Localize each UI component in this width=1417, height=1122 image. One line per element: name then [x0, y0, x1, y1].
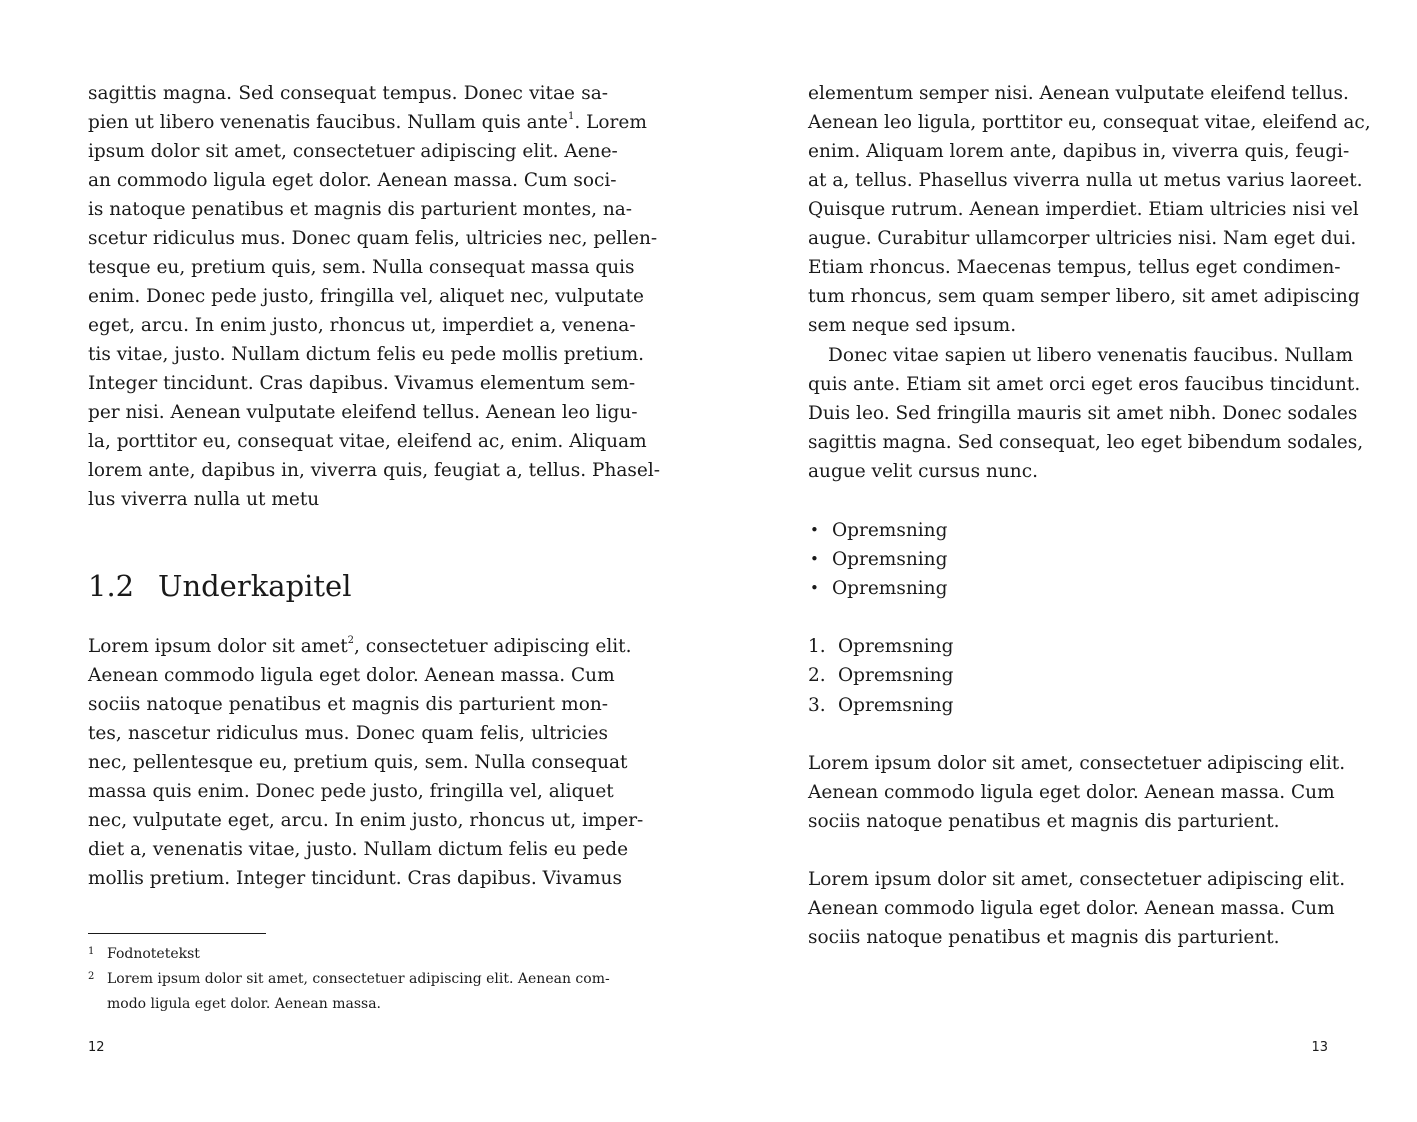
- text-line: enim. Aliquam lorem ante, dapibus in, viverra quis, feugi-: [808, 141, 1350, 162]
- text-line: Duis leo. Sed fringilla mauris sit amet nibh. Donec sodales: [808, 403, 1358, 424]
- text-line: ipsum dolor sit amet, consectetuer adipiscing elit. Aene-: [88, 141, 618, 162]
- text-line: nec, pellentesque eu, pretium quis, sem. Nulla consequat: [88, 752, 628, 773]
- text-line: la, porttitor eu, consequat vitae, eleifend ac, enim. Aliquam: [88, 431, 647, 452]
- text-line: tes, nascetur ridiculus mus. Donec quam felis, ultricies: [88, 723, 608, 744]
- list-item: [808, 691, 1328, 720]
- text-line: massa quis enim. Donec pede justo, fringilla vel, aliquet: [88, 781, 614, 802]
- text-line: sociis natoque penatibus et magnis dis parturient.: [808, 811, 1280, 832]
- footnote-mark: 2: [88, 971, 95, 982]
- text-line: eget, arcu. In enim justo, rhoncus ut, imperdiet a, venena-: [88, 315, 636, 336]
- page-number: 12: [88, 1040, 105, 1055]
- footnote-reference[interactable]: 1: [568, 110, 575, 122]
- footnote-divider: [88, 933, 266, 934]
- section-heading: [88, 567, 352, 605]
- text-line: lorem ante, dapibus in, viverra quis, feugiat a, tellus. Phasel-: [88, 460, 661, 481]
- list-item-text: Opremsning: [838, 636, 954, 657]
- text-line: enim. Donec pede justo, fringilla vel, aliquet nec, vulputate: [88, 286, 644, 307]
- list-item-text: Opremsning: [832, 520, 948, 541]
- list-item: [808, 516, 1328, 545]
- list-number: 3.: [808, 695, 826, 716]
- footnote: [88, 967, 608, 992]
- text-line: augue velit cursus nunc.: [808, 461, 1038, 482]
- text-line: Aenean leo ligula, porttitor eu, consequat vitae, eleifend ac,: [808, 112, 1371, 133]
- text-span: Lorem ipsum dolor sit amet: [88, 636, 348, 657]
- text-line: Quisque rutrum. Aenean imperdiet. Etiam ultricies nisi vel: [808, 199, 1359, 220]
- list-item: [808, 632, 1328, 661]
- text-line: sem neque sed ipsum.: [808, 315, 1017, 336]
- text-line: mollis pretium. Integer tincidunt. Cras dapibus. Vivamus: [88, 868, 622, 889]
- text-line: sagittis magna. Sed consequat, leo eget bibendum sodales,: [808, 432, 1364, 453]
- bullet-icon: •: [810, 521, 819, 539]
- text-line: elementum semper nisi. Aenean vulputate eleifend tellus.: [808, 83, 1349, 104]
- section-number: 1.2: [88, 569, 135, 603]
- text-line: sagittis magna. Sed consequat tempus. Donec vitae sa-: [88, 83, 608, 104]
- text-line: Aenean commodo ligula eget dolor. Aenean massa. Cum: [88, 665, 615, 686]
- text-line: sociis natoque penatibus et magnis dis parturient mon-: [88, 694, 608, 715]
- text-line: lus viverra nulla ut metu: [88, 489, 320, 510]
- text-line: Etiam rhoncus. Maecenas tempus, tellus eget condimen-: [808, 257, 1341, 278]
- list-number: 2.: [808, 665, 826, 686]
- text-line: [88, 108, 647, 137]
- text-line: Integer tincidunt. Cras dapibus. Vivamus elementum sem-: [88, 373, 636, 394]
- text-line: is natoque penatibus et magnis dis parturient montes, na-: [88, 199, 633, 220]
- text-span: , consectetuer adipiscing elit.: [354, 636, 632, 657]
- footnote-continuation: [88, 992, 608, 1017]
- footnote-text: Lorem ipsum dolor sit amet, consectetuer adipiscing elit. Aenean com-: [107, 971, 610, 987]
- text-line: diet a, venenatis vitae, justo. Nullam dictum felis eu pede: [88, 839, 629, 860]
- left-page: [88, 0, 661, 1122]
- text-line: sociis natoque penatibus et magnis dis parturient.: [808, 927, 1280, 948]
- list-item: [808, 574, 1328, 603]
- text-line: Lorem ipsum dolor sit amet, consectetuer adipiscing elit.: [808, 753, 1346, 774]
- text-line: [88, 632, 632, 661]
- list-number: 1.: [808, 636, 826, 657]
- list-item-text: Opremsning: [838, 695, 954, 716]
- list-item: [808, 545, 1328, 574]
- text-line: augue. Curabitur ullamcorper ultricies nisi. Nam eget dui.: [808, 228, 1357, 249]
- footnote-mark: 1: [88, 946, 95, 957]
- text-line: tum rhoncus, sem quam semper libero, sit amet adipiscing: [808, 286, 1360, 307]
- section-title: Underkapitel: [158, 569, 352, 603]
- footnote-text: Fodnotetekst: [107, 946, 200, 962]
- footnote-text: modo ligula eget dolor. Aenean massa.: [107, 996, 382, 1012]
- text-line: tis vitae, justo. Nullam dictum felis eu pede mollis pretium.: [88, 344, 645, 365]
- text-span: pien ut libero venenatis faucibus. Nullam quis ante: [88, 112, 568, 133]
- text-line: per nisi. Aenean vulputate eleifend tellus. Aenean leo ligu-: [88, 402, 638, 423]
- list-item: [808, 661, 1328, 690]
- text-span: . Lorem: [574, 112, 647, 133]
- bullet-icon: •: [810, 579, 819, 597]
- text-line: Donec vitae sapien ut libero venenatis faucibus. Nullam: [828, 345, 1354, 366]
- text-line: tesque eu, pretium quis, sem. Nulla consequat massa quis: [88, 257, 635, 278]
- footnote: [88, 942, 608, 967]
- text-line: Aenean commodo ligula eget dolor. Aenean massa. Cum: [808, 782, 1335, 803]
- list-item-text: Opremsning: [832, 549, 948, 570]
- text-line: Aenean commodo ligula eget dolor. Aenean massa. Cum: [808, 898, 1335, 919]
- list-item-text: Opremsning: [838, 665, 954, 686]
- list-item-text: Opremsning: [832, 578, 948, 599]
- page-number: 13: [1311, 1040, 1328, 1055]
- text-line: an commodo ligula eget dolor. Aenean massa. Cum soci-: [88, 170, 617, 191]
- text-line: nec, vulputate eget, arcu. In enim justo, rhoncus ut, imper-: [88, 810, 644, 831]
- text-line: Lorem ipsum dolor sit amet, consectetuer adipiscing elit.: [808, 869, 1346, 890]
- footnote-reference[interactable]: 2: [347, 634, 355, 646]
- bullet-icon: •: [810, 550, 819, 568]
- right-page: [808, 0, 1371, 1122]
- text-line: scetur ridiculus mus. Donec quam felis, ultricies nec, pellen-: [88, 228, 658, 249]
- text-line: at a, tellus. Phasellus viverra nulla ut metus varius laoreet.: [808, 170, 1363, 191]
- text-line: quis ante. Etiam sit amet orci eget eros faucibus tincidunt.: [808, 374, 1361, 395]
